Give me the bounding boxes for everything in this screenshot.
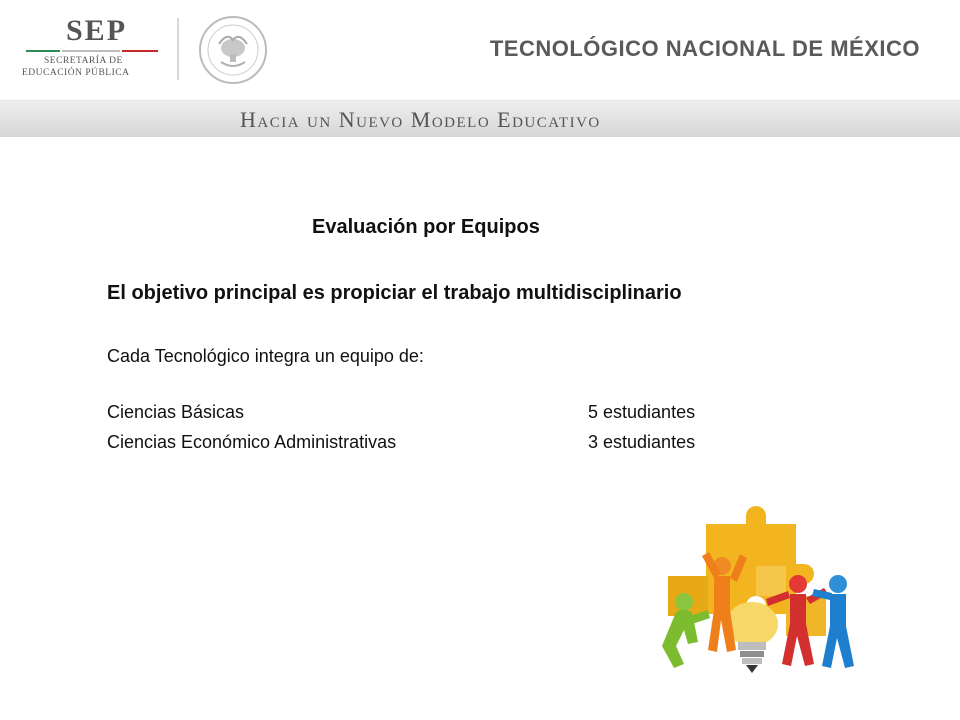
sep-logo-green-line bbox=[26, 50, 60, 52]
sep-logo-gray-line bbox=[62, 50, 120, 52]
slide-title: Evaluación por Equipos bbox=[312, 216, 540, 238]
sep-logo bbox=[22, 14, 162, 84]
slogan-band bbox=[0, 100, 960, 137]
team-row bbox=[107, 432, 747, 456]
sep-logo-word: SEP bbox=[66, 14, 128, 47]
sep-logo-line2: EDUCACIÓN PÚBLICA bbox=[22, 68, 130, 78]
institution-name: TECNOLÓGICO NACIONAL DE MÉXICO bbox=[489, 36, 920, 61]
team-count-label: 3 estudiantes bbox=[588, 432, 696, 452]
slogan-text: Hacia un Nuevo Modelo Educativo bbox=[240, 107, 601, 132]
team-area-label: Ciencias Económico Administrativas bbox=[107, 432, 397, 452]
teamwork-puzzle-lightbulb-icon bbox=[576, 506, 926, 716]
header-divider bbox=[177, 18, 179, 80]
team-area-label: Ciencias Básicas bbox=[107, 402, 245, 422]
team-count-label: 5 estudiantes bbox=[588, 402, 696, 422]
intro-text: Cada Tecnológico integra un equipo de: bbox=[107, 346, 424, 366]
national-seal-icon bbox=[193, 14, 273, 86]
objective-text: El objetivo principal es propiciar el trabajo multidisciplinario bbox=[107, 282, 682, 304]
sep-logo-red-line bbox=[122, 50, 158, 52]
slide-content bbox=[0, 136, 960, 720]
team-row bbox=[107, 402, 747, 426]
sep-logo-line1: SECRETARÍA DE bbox=[44, 56, 123, 66]
slide-header bbox=[0, 0, 960, 100]
